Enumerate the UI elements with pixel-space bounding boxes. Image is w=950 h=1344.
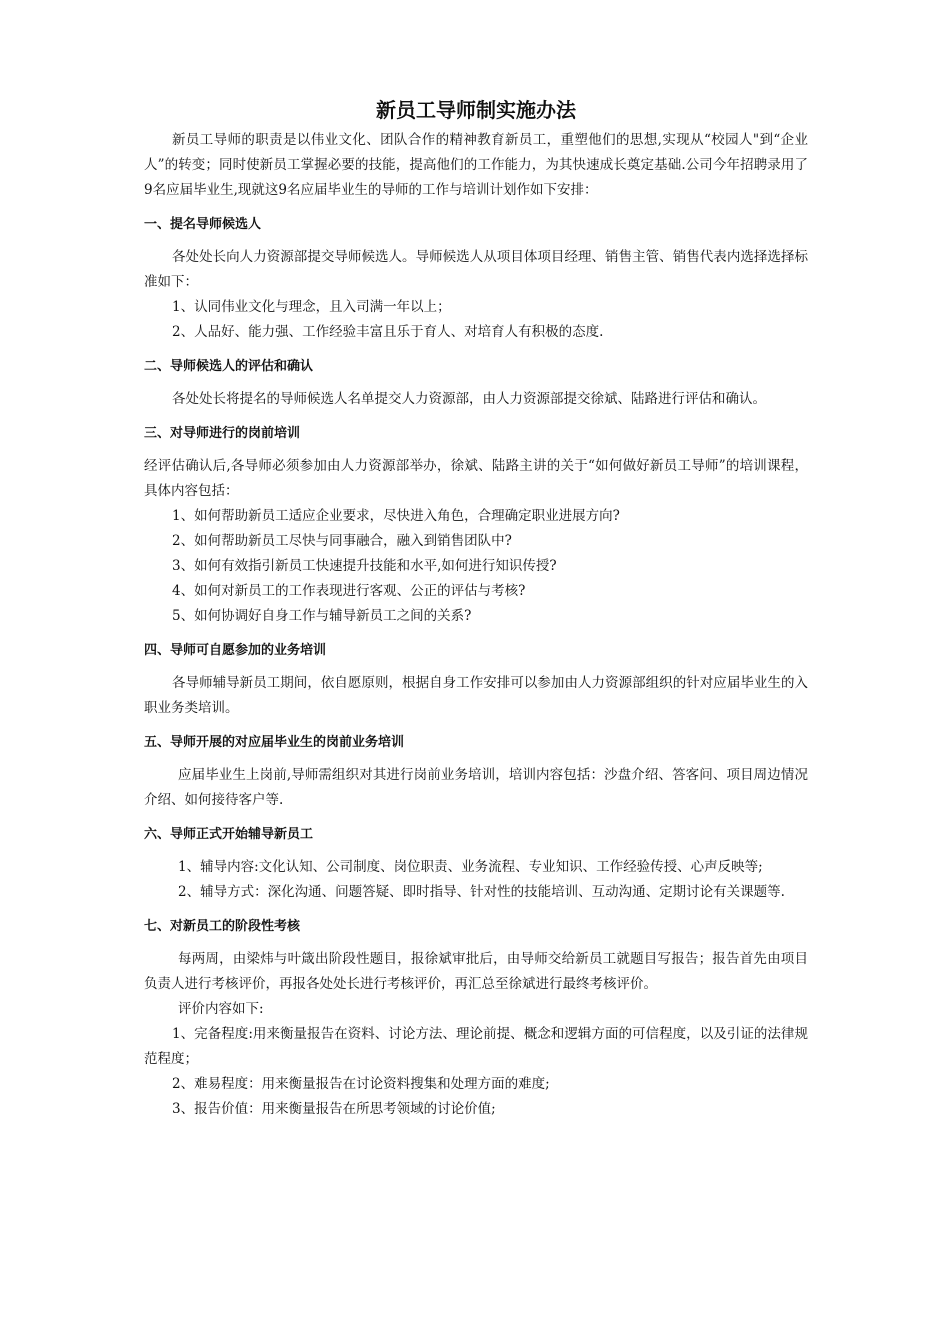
section-2-body: 各处处长将提名的导师候选人名单提交人力资源部，由人力资源部提交徐斌、陆路进行评估和确认。 <box>172 391 766 407</box>
section-7-item-2: 2、难易程度：用来衡量报告在讨论资料搜集和处理方面的难度; <box>172 1076 550 1092</box>
section-heading-5: 五、导师开展的对应届毕业生的岗前业务培训 <box>144 735 405 750</box>
section-heading-4: 四、导师可自愿参加的业务培训 <box>144 643 327 658</box>
section-4-body: 各导师辅导新员工期间，依自愿原则，根据自身工作安排可以参加由人力资源部组织的针对应届毕业生的入职业务类培训。 <box>144 675 808 716</box>
document-title: 新员工导师制实施办法 <box>376 98 576 122</box>
intro-paragraph: 新员工导师的职责是以伟业文化、团队合作的精神教育新员工，重塑他们的思想,实现从“校园人"到“企业人”的转变；同时使新员工掌握必要的技能，提高他们的工作能力，为其快速成长奠定基础.公司今年招聘录用了9名应届毕业生,现就这9名应届毕业生的导师的工作与培训计划作如下安排： <box>144 132 808 198</box>
section-3-body: 经评估确认后,各导师必须参加由人力资源部举办，徐斌、陆路主讲的关于“如何做好新员工导师”的培训课程，具体内容包括： <box>144 458 808 499</box>
section-heading-1: 一、提名导师候选人 <box>144 217 262 232</box>
section-6-item-2: 2、辅导方式：深化沟通、问题答疑、即时指导、针对性的技能培训、互动沟通、定期讨论有关课题等. <box>178 884 785 900</box>
section-heading-7: 七、对新员工的阶段性考核 <box>144 919 301 934</box>
section-5-body: 应届毕业生上岗前,导师需组织对其进行岗前业务培训，培训内容包括：沙盘介绍、答客问、项目周边情况介绍、如何接待客户等. <box>144 767 808 808</box>
section-7-body: 每两周，由梁炜与叶箴出阶段性题目，报徐斌审批后，由导师交给新员工就题目写报告；报告首先由项目负责人进行考核评价，再报各处处长进行考核评价，再汇总至徐斌进行最终考核评价。 <box>144 951 808 992</box>
section-1-item-2: 2、人品好、能力强、工作经验丰富且乐于育人、对培育人有积极的态度. <box>172 324 604 340</box>
section-3-item-4: 4、如何对新员工的工作表现进行客观、公正的评估与考核? <box>172 583 526 599</box>
section-7-sub-intro: 评价内容如下: <box>178 1001 264 1017</box>
section-heading-3: 三、对导师进行的岗前培训 <box>144 426 301 441</box>
section-3-item-1: 1、如何帮助新员工适应企业要求，尽快进入角色，合理确定职业进展方向? <box>172 508 620 524</box>
section-heading-2: 二、导师候选人的评估和确认 <box>144 359 314 374</box>
section-6-item-1: 1、辅导内容:文化认知、公司制度、岗位职责、业务流程、专业知识、工作经验传授、心声反映等; <box>178 859 763 875</box>
section-3-item-3: 3、如何有效指引新员工快速提升技能和水平,如何进行知识传授? <box>172 558 557 574</box>
section-1-body: 各处处长向人力资源部提交导师候选人。导师候选人从项目体项目经理、销售主管、销售代表内选择选择标准如下： <box>144 249 808 290</box>
document-page <box>144 96 808 1122</box>
section-7-item-1: 1、完备程度:用来衡量报告在资料、讨论方法、理论前提、概念和逻辑方面的可信程度，以及引证的法律规范程度； <box>144 1026 808 1067</box>
section-3-item-2: 2、如何帮助新员工尽快与同事融合，融入到销售团队中? <box>172 533 512 549</box>
section-heading-6: 六、导师正式开始辅导新员工 <box>144 827 314 842</box>
section-3-item-5: 5、如何协调好自身工作与辅导新员工之间的关系? <box>172 608 472 624</box>
section-1-item-1: 1、认同伟业文化与理念，且入司满一年以上； <box>172 299 451 315</box>
section-7-item-3: 3、报告价值：用来衡量报告在所思考领域的讨论价值; <box>172 1101 496 1117</box>
